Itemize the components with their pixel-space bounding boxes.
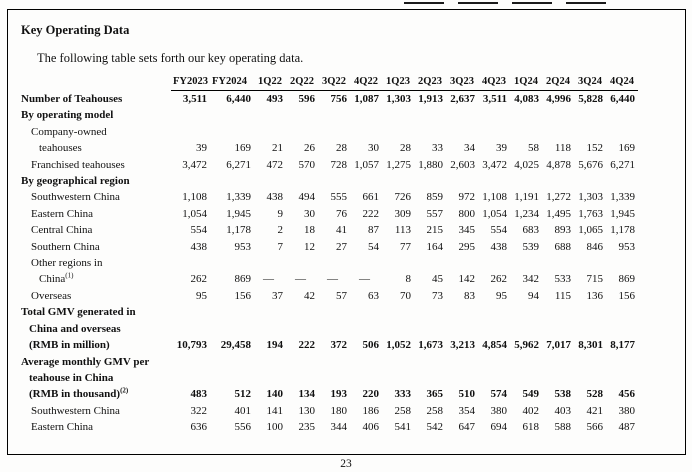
value-cell: 549 — [522, 388, 539, 401]
value-cell: 95 — [196, 289, 207, 302]
value-cell: 354 — [458, 404, 475, 417]
value-cell: 57 — [336, 289, 347, 302]
value-cell: 29,458 — [220, 339, 251, 352]
value-cell: 1,191 — [514, 191, 539, 204]
value-cell: 95 — [496, 289, 507, 302]
page-number: 23 — [340, 458, 352, 470]
value-cell: 1,272 — [546, 191, 571, 204]
value-cell — [446, 107, 478, 123]
value-cell: 6,271 — [226, 158, 251, 171]
value-cell: 39 — [196, 142, 207, 155]
value-cell: 438 — [490, 240, 507, 253]
value-cell: 12 — [304, 240, 315, 253]
value-cell: 10,793 — [176, 339, 207, 352]
value-cell: 1,945 — [610, 207, 635, 220]
value-cell: 186 — [362, 404, 379, 417]
value-cell: 4,996 — [546, 93, 571, 105]
value-cell: 4,878 — [546, 158, 571, 171]
value-cell: 1,052 — [386, 339, 411, 352]
value-cell: 262 — [490, 273, 507, 286]
column-header: 1Q23 — [382, 75, 414, 91]
value-cell: 39 — [496, 142, 507, 155]
value-cell: 528 — [586, 388, 603, 401]
value-cell: 152 — [586, 142, 603, 155]
value-cell — [510, 173, 542, 189]
value-cell: 406 — [362, 421, 379, 434]
column-header: 2Q23 — [414, 75, 446, 91]
value-cell: 295 — [458, 240, 475, 253]
value-cell: 1,339 — [610, 191, 635, 204]
table-body — [21, 91, 638, 436]
column-header: 4Q24 — [606, 75, 638, 91]
value-cell: 533 — [554, 273, 571, 286]
value-cell: 661 — [362, 191, 379, 204]
value-cell: 1,495 — [546, 207, 571, 220]
value-cell: 539 — [522, 240, 539, 253]
value-cell: 1,108 — [182, 191, 207, 204]
value-cell: 647 — [458, 421, 475, 434]
column-header: FY2023 — [171, 75, 210, 91]
value-cell: 3,472 — [482, 158, 507, 171]
value-cell: 1,178 — [610, 224, 635, 237]
value-cell: 1,065 — [578, 224, 603, 237]
value-cell: 556 — [234, 421, 251, 434]
value-cell: 115 — [554, 289, 571, 302]
column-header: 2Q22 — [286, 75, 318, 91]
column-header: 3Q24 — [574, 75, 606, 91]
value-cell: 118 — [554, 142, 571, 155]
value-cell: 342 — [522, 273, 539, 286]
value-cell: 58 — [528, 142, 539, 155]
value-cell: 566 — [586, 421, 603, 434]
value-cell — [542, 107, 574, 123]
value-cell: 37 — [272, 289, 283, 302]
value-cell — [510, 107, 542, 123]
value-cell: 5,676 — [578, 158, 603, 171]
value-cell: 30 — [304, 207, 315, 220]
value-cell: 54 — [368, 240, 379, 253]
value-cell — [350, 173, 382, 189]
value-cell: 1,339 — [226, 191, 251, 204]
value-cell — [171, 107, 210, 123]
value-cell: 618 — [522, 421, 539, 434]
column-header: 2Q24 — [542, 75, 574, 91]
table-row — [21, 173, 638, 189]
value-cell: 180 — [330, 404, 347, 417]
row-label: Central China — [31, 224, 93, 237]
value-cell: 6,440 — [610, 93, 635, 105]
value-cell: 541 — [394, 421, 411, 434]
value-cell: 6,271 — [610, 158, 635, 171]
value-cell: 7,017 — [546, 339, 571, 352]
column-header: 4Q23 — [478, 75, 510, 91]
value-cell: 401 — [234, 404, 251, 417]
value-cell: 493 — [266, 93, 283, 105]
value-cell: 1,275 — [386, 158, 411, 171]
value-cell: 1,057 — [354, 158, 379, 171]
row-label: Total GMV generated in China and overseas (RMB in million) — [21, 306, 136, 352]
value-cell: 3,213 — [450, 339, 475, 352]
row-label: Southwestern China — [31, 191, 120, 204]
column-header: 3Q22 — [318, 75, 350, 91]
value-cell — [286, 107, 318, 123]
value-cell: 1,913 — [418, 93, 443, 105]
value-cell: 169 — [234, 142, 251, 155]
column-header: FY2024 — [210, 75, 254, 91]
page-border — [7, 9, 686, 455]
value-cell: 45 — [432, 273, 443, 286]
value-cell: 222 — [362, 207, 379, 220]
value-cell — [318, 107, 350, 123]
value-cell: — — [359, 273, 370, 286]
value-cell: 344 — [330, 421, 347, 434]
value-cell — [574, 173, 606, 189]
value-cell: 3,511 — [182, 93, 207, 105]
value-cell: 1,108 — [482, 191, 507, 204]
value-cell: 554 — [190, 224, 207, 237]
value-cell — [254, 107, 286, 123]
value-cell: 141 — [266, 404, 283, 417]
value-cell: — — [327, 273, 338, 286]
value-cell — [414, 107, 446, 123]
value-cell: 694 — [490, 421, 507, 434]
value-cell: 87 — [368, 224, 379, 237]
row-label: Eastern China — [31, 421, 94, 434]
footnote-marker: (2) — [120, 386, 129, 395]
value-cell: 100 — [266, 421, 283, 434]
value-cell: 402 — [522, 404, 539, 417]
value-cell: 83 — [464, 289, 475, 302]
value-cell: 1,945 — [226, 207, 251, 220]
value-cell: 4,083 — [514, 93, 539, 105]
value-cell: 438 — [190, 240, 207, 253]
value-cell: 846 — [586, 240, 603, 253]
value-cell — [606, 107, 638, 123]
value-cell: 421 — [586, 404, 603, 417]
value-cell: 3,511 — [482, 93, 507, 105]
row-label: Average monthly GMV per teahouse in China (RMB in thousand)$^{(2)}$ — [21, 355, 150, 401]
value-cell — [382, 107, 414, 123]
value-cell: 380 — [490, 404, 507, 417]
value-cell — [574, 107, 606, 123]
table-row — [21, 239, 638, 255]
value-cell: 953 — [234, 240, 251, 253]
table-row — [21, 157, 638, 173]
footnote-marker: (1) — [65, 271, 74, 280]
value-cell: 380 — [618, 404, 635, 417]
row-label: Company-owned teahouses — [31, 125, 107, 155]
value-cell: 156 — [234, 289, 251, 302]
rule-fragment — [458, 2, 498, 4]
section-heading: Key Operating Data — [21, 23, 130, 37]
value-cell: 494 — [298, 191, 315, 204]
value-cell: 18 — [304, 224, 315, 237]
operating-data-table — [21, 75, 638, 436]
value-cell: 570 — [298, 158, 315, 171]
value-cell: 130 — [298, 404, 315, 417]
value-cell — [606, 173, 638, 189]
value-cell: 258 — [426, 404, 443, 417]
value-cell: — — [295, 273, 306, 286]
value-cell: 9 — [277, 207, 283, 220]
value-cell: 1,673 — [418, 339, 443, 352]
value-cell: 1,763 — [578, 207, 603, 220]
value-cell: 2,637 — [450, 93, 475, 105]
value-cell: 169 — [618, 142, 635, 155]
value-cell: 487 — [618, 421, 635, 434]
intro-text: The following table sets forth our key operating data. — [37, 51, 304, 65]
value-cell: 1,178 — [226, 224, 251, 237]
value-cell: 1,880 — [418, 158, 443, 171]
value-cell: 222 — [298, 339, 315, 352]
value-cell: 588 — [554, 421, 571, 434]
table-row — [21, 419, 638, 435]
value-cell — [254, 173, 286, 189]
value-cell: 893 — [554, 224, 571, 237]
value-cell: 542 — [426, 421, 443, 434]
table-row — [21, 189, 638, 205]
value-cell — [414, 173, 446, 189]
row-label: Number of Teahouses — [21, 93, 123, 105]
value-cell: 688 — [554, 240, 571, 253]
column-header: 3Q23 — [446, 75, 478, 91]
value-cell: 7 — [277, 240, 283, 253]
value-cell: 8 — [405, 273, 411, 286]
value-cell: 557 — [426, 207, 443, 220]
table-row — [21, 288, 638, 304]
value-cell: 34 — [464, 142, 475, 155]
table-row — [21, 255, 638, 288]
value-cell: 6,440 — [226, 93, 251, 105]
value-cell: 194 — [266, 339, 283, 352]
value-cell: 554 — [490, 224, 507, 237]
value-cell: 472 — [266, 158, 283, 171]
value-cell: 372 — [330, 339, 347, 352]
value-cell: 1,087 — [354, 93, 379, 105]
value-cell: 512 — [234, 388, 251, 401]
value-cell — [478, 107, 510, 123]
value-cell: 3,472 — [182, 158, 207, 171]
value-cell: 28 — [336, 142, 347, 155]
row-label: Southwestern China — [31, 404, 120, 417]
value-cell: 70 — [400, 289, 411, 302]
value-cell: 555 — [330, 191, 347, 204]
value-cell: 215 — [426, 224, 443, 237]
table-row — [21, 107, 638, 123]
table-row — [21, 222, 638, 238]
value-cell: 94 — [528, 289, 539, 302]
value-cell: 800 — [458, 207, 475, 220]
value-cell: 26 — [304, 142, 315, 155]
value-cell: 8,301 — [578, 339, 603, 352]
value-cell: 715 — [586, 273, 603, 286]
value-cell: 220 — [362, 388, 379, 401]
table-row — [21, 304, 638, 353]
value-cell — [350, 107, 382, 123]
value-cell: 636 — [190, 421, 207, 434]
value-cell — [171, 173, 210, 189]
value-cell: 142 — [458, 273, 475, 286]
value-cell: 309 — [394, 207, 411, 220]
table-row — [21, 206, 638, 222]
row-label: Overseas — [31, 289, 72, 302]
column-header: 4Q22 — [350, 75, 382, 91]
value-cell: 235 — [298, 421, 315, 434]
value-cell: 28 — [400, 142, 411, 155]
value-cell: 140 — [266, 388, 283, 401]
table-row — [21, 91, 638, 108]
rule-fragment — [404, 2, 444, 4]
value-cell: 136 — [586, 289, 603, 302]
value-cell: 322 — [190, 404, 207, 417]
value-cell: 5,828 — [578, 93, 603, 105]
value-cell: 77 — [400, 240, 411, 253]
value-cell: 21 — [272, 142, 283, 155]
value-cell: 41 — [336, 224, 347, 237]
value-cell — [478, 173, 510, 189]
value-cell: 726 — [394, 191, 411, 204]
value-cell — [210, 173, 254, 189]
value-cell: 438 — [266, 191, 283, 204]
value-cell: 262 — [190, 273, 207, 286]
value-cell: 869 — [618, 273, 635, 286]
label-column-header — [21, 75, 171, 91]
value-cell: 510 — [458, 388, 475, 401]
row-label: By operating model — [21, 109, 114, 122]
value-cell: 4,854 — [482, 339, 507, 352]
value-cell: 258 — [394, 404, 411, 417]
row-label: By geographical region — [21, 175, 130, 188]
value-cell: 345 — [458, 224, 475, 237]
value-cell: 506 — [362, 339, 379, 352]
value-cell — [542, 173, 574, 189]
value-cell: 134 — [298, 388, 315, 401]
value-cell: 538 — [554, 388, 571, 401]
value-cell: 2 — [277, 224, 283, 237]
value-cell: 73 — [432, 289, 443, 302]
column-header: 1Q22 — [254, 75, 286, 91]
value-cell: 953 — [618, 240, 635, 253]
value-cell: 2,603 — [450, 158, 475, 171]
row-label: Franchised teahouses — [31, 158, 125, 171]
value-cell: 456 — [618, 388, 635, 401]
value-cell: 859 — [426, 191, 443, 204]
value-cell — [446, 173, 478, 189]
value-cell: 193 — [330, 388, 347, 401]
value-cell: 156 — [618, 289, 635, 302]
value-cell — [382, 173, 414, 189]
value-cell: 1,303 — [578, 191, 603, 204]
value-cell: 1,054 — [182, 207, 207, 220]
value-cell: 333 — [394, 388, 411, 401]
value-cell: 1,234 — [514, 207, 539, 220]
value-cell: 683 — [522, 224, 539, 237]
table-row — [21, 354, 638, 403]
value-cell: 574 — [490, 388, 507, 401]
value-cell — [286, 173, 318, 189]
value-cell: 596 — [298, 93, 315, 105]
value-cell: 1,054 — [482, 207, 507, 220]
value-cell: 869 — [234, 273, 251, 286]
value-cell: 365 — [426, 388, 443, 401]
value-cell — [318, 173, 350, 189]
value-cell: 63 — [368, 289, 379, 302]
value-cell: — — [263, 273, 274, 286]
value-cell: 33 — [432, 142, 443, 155]
table-row — [21, 403, 638, 419]
rule-fragment — [512, 2, 552, 4]
header-row — [21, 75, 638, 91]
row-label: Other regions in China$^{(1)}$ — [31, 257, 103, 286]
column-header: 1Q24 — [510, 75, 542, 91]
rule-fragment — [566, 2, 606, 4]
value-cell: 164 — [426, 240, 443, 253]
value-cell: 5,962 — [514, 339, 539, 352]
value-cell: 483 — [190, 388, 207, 401]
value-cell: 1,303 — [386, 93, 411, 105]
value-cell: 42 — [304, 289, 315, 302]
value-cell: 8,177 — [610, 339, 635, 352]
value-cell: 76 — [336, 207, 347, 220]
value-cell: 30 — [368, 142, 379, 155]
row-label: Eastern China — [31, 207, 94, 220]
value-cell — [210, 107, 254, 123]
value-cell: 728 — [330, 158, 347, 171]
value-cell: 113 — [394, 224, 411, 237]
table-row — [21, 124, 638, 157]
value-cell: 756 — [330, 93, 347, 105]
row-label: Southern China — [31, 240, 100, 253]
value-cell: 972 — [458, 191, 475, 204]
value-cell: 403 — [554, 404, 571, 417]
value-cell: 4,025 — [514, 158, 539, 171]
value-cell: 27 — [336, 240, 347, 253]
